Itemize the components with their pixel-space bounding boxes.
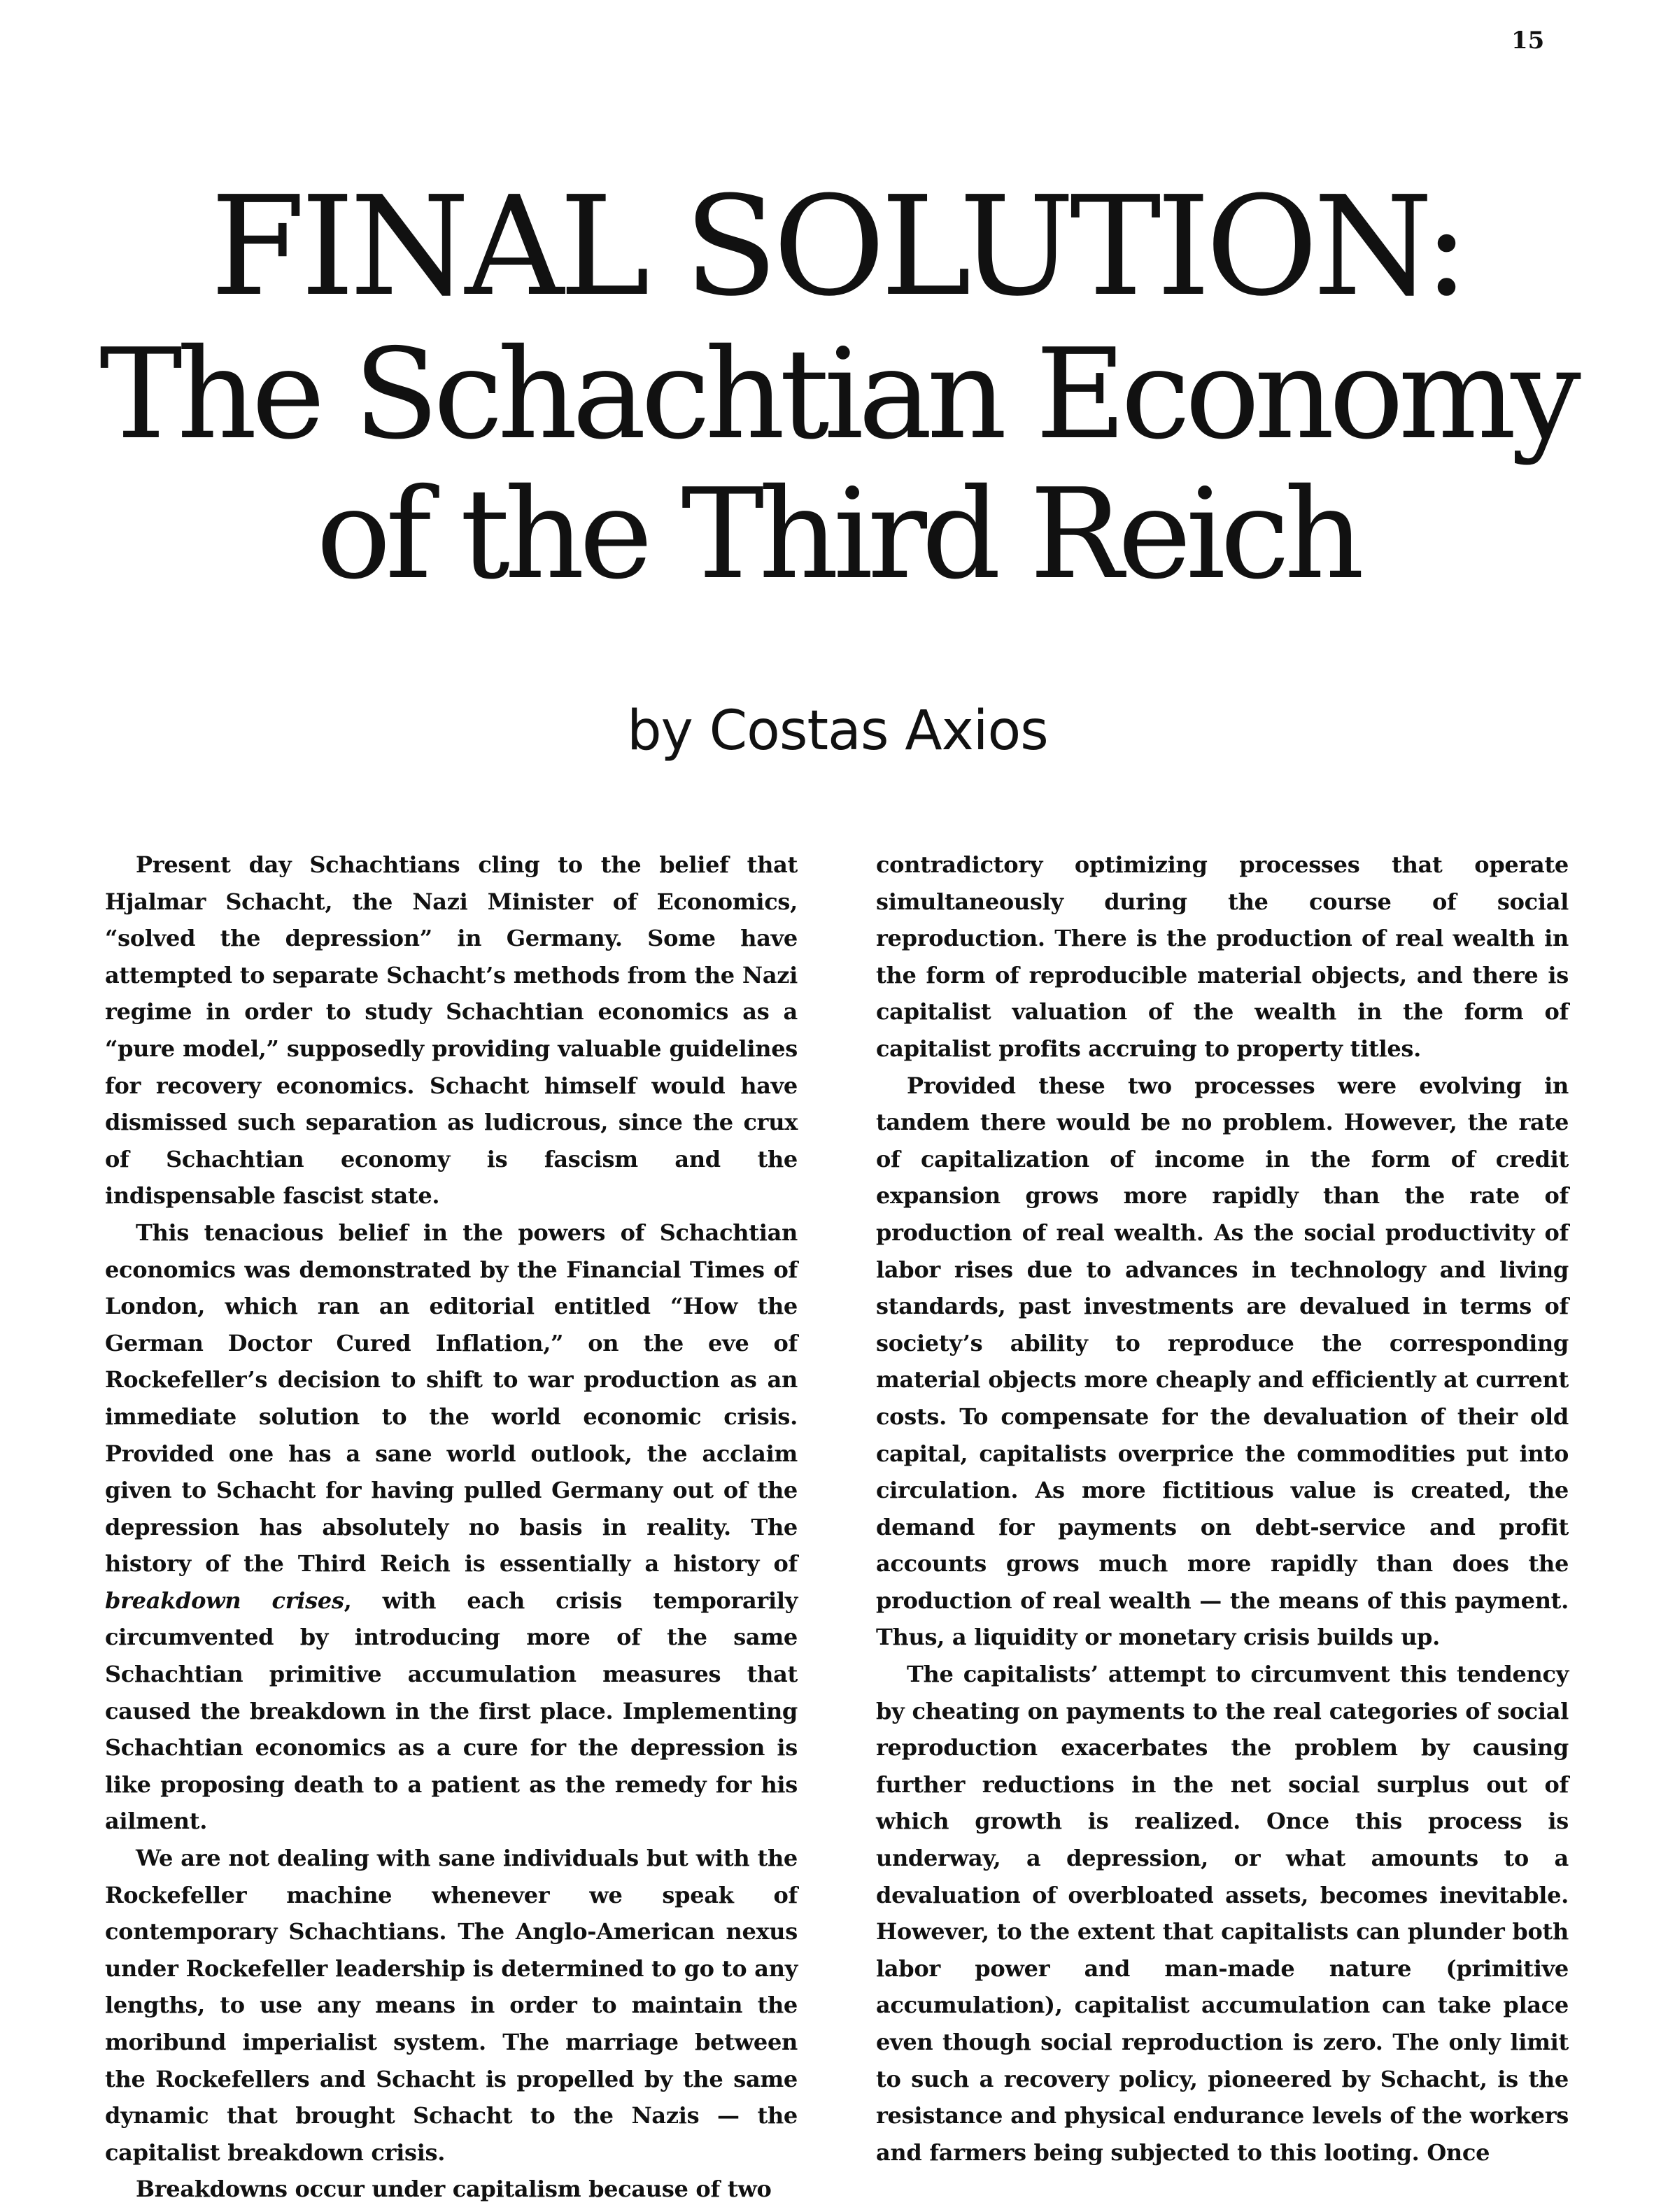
paragraph: We are not dealing with sane individuals but with the Rockefeller machine whenever we speak of contemporary Schachtians. The Anglo-American nexus under Rockefeller leadership is determined to go to any lengths, to use any means in order to maintain the moribund imperialist system. The marriage between the Rockefellers and Schacht is propelled by the same dynamic that brought Schacht to the Nazis — the capitalist breakdown crisis.: [105, 1845, 798, 2166]
paragraph-text: , with each crisis temporarily circumvented by introducing more of the same Schachtian primitive accumulation measures that caused the breakdown in the first place. Implementing Schachtian economics as a cure for the depression is like proposing death to a patient as the remedy for his ailment.: [105, 1587, 798, 1835]
paragraph: contradictory optimizing processes that operate simultaneously during the course of social reproduction. There is the production of real wealth in the form of reproducible material objects, and there is capitalist valuation of the wealth in the form of capitalist profits accruing to property titles.: [876, 851, 1569, 1062]
paragraph: Provided these two processes were evolving in tandem there would be no problem. However, the rate of capitalization of income in the form of credit expansion grows more rapidly than the rate of production of real wealth. As the social productivity of labor rises due to advances in technology and living standards, past investments are devalued in terms of society’s ability to reproduce the corresponding material objects more cheaply and efficiently at current costs. To compensate for the devaluation of their old capital, capitalists overprice the commodities put into circulation. As more fictitious value is created, the demand for payments on debt-service and profit accounts grows much more rapidly than does the production of real wealth — the means of this payment. Thus, a liquidity or monetary crisis builds up.: [876, 1072, 1569, 1651]
right-column: [876, 846, 1569, 2171]
paragraph-text: This tenacious belief in the powers of Schachtian economics was demonstrated by the Financial Times of London, which ran an editorial entitled “How the German Doctor Cured Inflation,” on the eve of Rockefeller’s decision to shift to war production as an immediate solution to the world economic crisis. Provided one has a sane world outlook, the acclaim given to Schacht for having pulled Germany out of the depression has absolutely no basis in reality. The history of the Third Reich is essentially a history of: [105, 1219, 798, 1578]
paragraph: Breakdowns occur under capitalism because of two: [136, 2176, 772, 2203]
title-line-2: The Schachtian Economy: [99, 322, 1576, 467]
paragraph: The capitalists’ attempt to circumvent this tendency by cheating on payments to the real categories of social reproduction exacerbates the problem by causing further reductions in the net social surplus out of which growth is realized. Once this process is underway, a depression, or what amounts to a devaluation of overbloated assets, becomes inevitable. However, to the extent that capitalists can plunder both labor power and man-made nature (primitive accumulation), capitalist accumulation can take place even though social reproduction is zero. The only limit to such a recovery policy, pioneered by Schacht, is the resistance and physical endurance levels of the workers and farmers being subjected to this looting. Once: [876, 1661, 1569, 2166]
paragraph: Present day Schachtians cling to the belief that Hjalmar Schacht, the Nazi Minister of Economics, “solved the depression” in Germany. Some have attempted to separate Schacht’s methods from the Nazi regime in order to study Schachtian economics as a “pure model,” supposedly providing valuable guidelines for recovery economics. Schacht himself would have dismissed such separation as ludicrous, since the crux of Schachtian economy is fascism and the indispensable fascist state.: [105, 851, 798, 1210]
title-line-3: of the Third Reich: [316, 462, 1359, 607]
title-line-1: FINAL SOLUTION:: [210, 167, 1465, 327]
emphasis-text: breakdown crises: [105, 1587, 344, 1614]
byline: by Costas Axios: [627, 700, 1048, 763]
article-title: [0, 167, 1675, 612]
left-column: [105, 846, 798, 2208]
page-number: 15: [1511, 27, 1545, 55]
paragraph: [105, 1214, 798, 1840]
